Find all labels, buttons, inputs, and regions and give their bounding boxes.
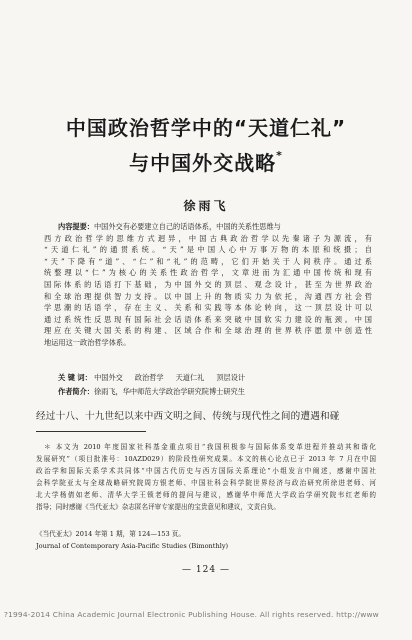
citation-line-2: Journal of Contemporary Asia-Pacific Studies (Bimonthly)	[36, 542, 229, 550]
footnote-line: 发展研究”（项目批准号：10AZD029）的阶段性研究成果。本文的核心论点已于 2013 年 7 月在中国	[36, 455, 376, 463]
author-intro	[58, 387, 245, 397]
body-first-line: 经过十八、十九世纪以来中西文明之间、传统与现代性之间的遭遇和碰	[36, 411, 340, 422]
abstract-line-text: 中国外交有必要建立自己的话语体系，中国的关系性思维与	[93, 222, 281, 231]
abstract-line: 统整理以“仁”为核心的关系性政治哲学，文章进而为汇通中国传统和现有	[44, 268, 372, 278]
footnote	[36, 441, 376, 513]
abstract-line: 地运用这一政治哲学体系。	[44, 337, 131, 347]
footnote-line: 会科学院亚太与全球战略研究院周方银老师、中国社科会科学院世界经济与政治研究所徐进老师、河	[36, 479, 376, 487]
abstract-line: 和全球治理提供智力支持。以中国上升的物质实力为依托，沟通西方社会哲	[44, 291, 372, 301]
abstract-line: 西方政治哲学的思维方式迥异，中国古典政治哲学以先秦诸子为源流，有	[44, 233, 372, 243]
abstract-label: 内容提要：	[58, 222, 94, 231]
keywords	[58, 373, 257, 383]
keywords-label: 关 键 词：	[58, 373, 92, 382]
abstract-line: 理应在关键大国关系的构建、区域合作和全球治理的世界秩序愿景中创造性	[44, 326, 372, 336]
abstract-line: 通过系统性反思现有国际社会话语体系来突破中国软实力建设的瓶颈。中国	[44, 314, 372, 324]
title-footnote-mark: *	[276, 149, 283, 162]
footnote-line: ＊ 本文为 2010 年度国家社科基金重点项目“我国积极参与国际体系变革进程并推动其和谐化	[44, 443, 376, 451]
footnote-line: 政治学和国际关系学术共同体“中国古代历史与西方国际关系理论”小组发言中阐述，感谢中国社	[36, 467, 376, 475]
keyword-item: 天道仁礼	[175, 373, 205, 382]
title-line-2-text: 与中国外交战略	[129, 151, 277, 175]
abstract-line: “天”下降有“道”、“仁”和“礼”的范畴，它们开始关于人间秩序。通过系	[44, 256, 372, 266]
copyright-notice: ?1994-2014 China Academic Journal Electronic Publishing House. All rights reserved. http://www	[4, 610, 379, 619]
footnote-line: 指导；同时感谢《当代亚太》杂志匿名评审专家提出的宝贵意见和建议，文责自负。	[36, 503, 280, 511]
footnote-rule	[36, 431, 146, 432]
keyword-item: 中国外交	[94, 373, 123, 382]
keywords-list	[94, 373, 257, 382]
author-name: 徐雨飞	[183, 199, 229, 213]
title-line-1: 中国政治哲学中的“天道仁礼”	[65, 116, 347, 140]
footnote-line: 北大学杨倩如老师、清华大学王锁老师的提问与建议，感谢华中师范大学政治学研究院韦红老师的	[36, 491, 376, 499]
citation-line-1: 《当代亚太》2014 年第 1 期，第 124—153 页。	[36, 530, 185, 538]
citation	[36, 528, 228, 552]
abstract-line: 学思潮的话语学，存在主义、关系和实践等本体论转向，这一顶层设计可以	[44, 303, 372, 313]
abstract-line: “天道仁礼”的通贯系统。“天”是中国人心中万事万物的本原和统摄；自	[44, 245, 372, 255]
author-intro-text: 徐雨飞，华中师范大学政治学研究院博士研究生	[93, 387, 245, 396]
title-line-2	[0, 147, 412, 176]
keyword-item: 政治哲学	[134, 373, 164, 382]
abstract-line	[44, 221, 372, 233]
author-intro-label: 作者简介：	[58, 387, 94, 396]
page-number: — 124 —	[182, 565, 230, 575]
keyword-item: 顶层设计	[216, 373, 246, 382]
abstract-line: 国际体系的话语打下基础，为中国外交的顶层、观念设计，甚至为世界政治	[44, 279, 372, 289]
abstract	[44, 221, 372, 349]
